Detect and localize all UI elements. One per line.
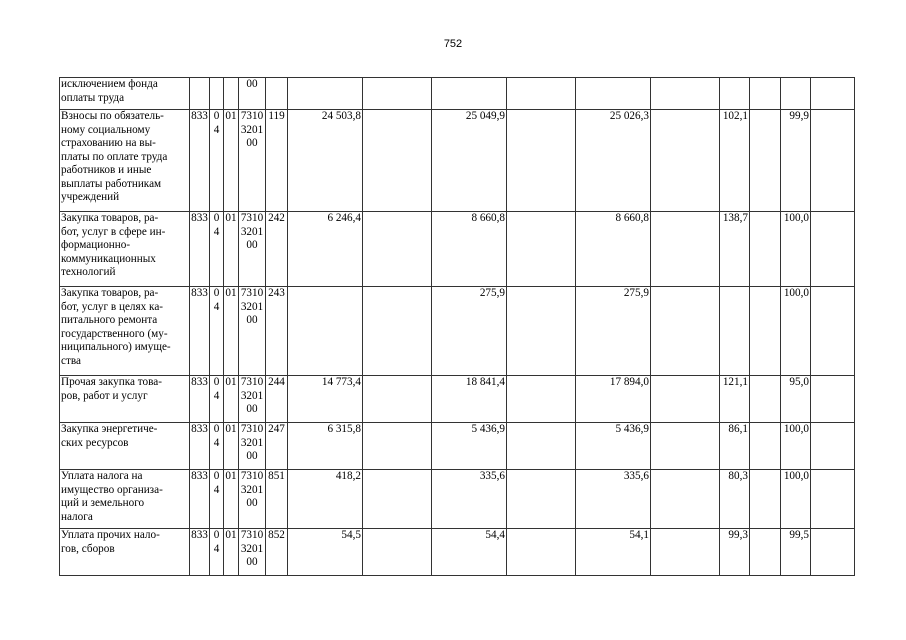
table-row <box>60 78 855 110</box>
cell-gr-text: 833 <box>191 376 208 388</box>
cell-percent-2-text: 100,0 <box>783 423 809 435</box>
cell-rz-text: 04 <box>213 423 220 449</box>
cell-empty-2 <box>811 78 855 110</box>
cell-percent-2 <box>781 110 811 212</box>
cell-rz <box>210 110 224 212</box>
cell-gr <box>190 423 210 470</box>
cell-percent-1 <box>720 78 750 110</box>
row-name <box>60 423 190 470</box>
row-name <box>60 470 190 529</box>
cell-value-2 <box>363 529 432 576</box>
cell-pr <box>224 529 239 576</box>
row-name <box>60 529 190 576</box>
cell-csr-text: 7310 3201 00 <box>240 212 264 251</box>
cell-empty <box>750 376 781 423</box>
cell-pr-text: 01 <box>225 529 237 541</box>
cell-percent-1 <box>720 212 750 287</box>
cell-value-4 <box>507 529 576 576</box>
cell-vr-text: 242 <box>268 212 285 224</box>
cell-value-3-text: 335,6 <box>479 470 505 482</box>
table-row <box>60 212 855 287</box>
page-number: 752 <box>443 38 463 50</box>
cell-rz <box>210 78 224 110</box>
cell-value-5 <box>576 212 651 287</box>
row-name-text: исключением фонда оплаты труда <box>61 78 158 104</box>
cell-gr-text: 833 <box>191 423 208 435</box>
cell-empty <box>750 78 781 110</box>
cell-empty-2 <box>811 287 855 376</box>
cell-csr-text: 7310 3201 00 <box>240 287 264 326</box>
cell-gr-text: 833 <box>191 110 208 122</box>
table-row <box>60 470 855 529</box>
row-name-text: Уплата прочих нало- гов, сборов <box>61 529 160 555</box>
cell-percent-1 <box>720 423 750 470</box>
cell-csr <box>239 529 266 576</box>
cell-value-1 <box>288 78 363 110</box>
cell-rz-text: 04 <box>213 376 220 402</box>
cell-value-3 <box>432 423 507 470</box>
cell-empty <box>750 212 781 287</box>
cell-percent-1-text: 86,1 <box>728 423 748 435</box>
cell-percent-2-text: 99,9 <box>789 110 809 122</box>
cell-percent-2-text: 100,0 <box>783 470 809 482</box>
cell-gr <box>190 287 210 376</box>
cell-rz <box>210 376 224 423</box>
cell-gr-text: 833 <box>191 529 208 541</box>
cell-csr-text: 7310 3201 00 <box>240 470 264 509</box>
cell-value-1 <box>288 470 363 529</box>
cell-rz <box>210 529 224 576</box>
cell-csr-text: 7310 3201 00 <box>240 529 264 568</box>
cell-value-5 <box>576 78 651 110</box>
cell-value-3-text: 18 841,4 <box>465 376 505 388</box>
cell-value-3-text: 54,4 <box>485 529 505 541</box>
cell-csr <box>239 470 266 529</box>
cell-rz <box>210 470 224 529</box>
cell-gr <box>190 110 210 212</box>
cell-empty <box>750 529 781 576</box>
cell-value-6 <box>651 287 720 376</box>
cell-vr <box>266 423 288 470</box>
cell-value-2 <box>363 423 432 470</box>
row-name <box>60 212 190 287</box>
cell-csr <box>239 423 266 470</box>
cell-value-5 <box>576 110 651 212</box>
cell-csr-text: 7310 3201 00 <box>240 110 264 149</box>
cell-value-5-text: 8 660,8 <box>615 212 649 224</box>
cell-value-5 <box>576 470 651 529</box>
cell-value-5 <box>576 423 651 470</box>
row-name-text: Взносы по обязатель- ному социальному страхованию на вы- платы по оплате труда работников и иные выплаты работникам учреждений <box>61 110 168 203</box>
cell-percent-2-text: 95,0 <box>789 376 809 388</box>
cell-percent-1 <box>720 287 750 376</box>
cell-csr <box>239 287 266 376</box>
cell-pr-text: 01 <box>225 376 237 388</box>
cell-percent-2-text: 100,0 <box>783 287 809 299</box>
cell-percent-1-text: 102,1 <box>722 110 748 122</box>
cell-value-3-text: 8 660,8 <box>471 212 505 224</box>
cell-value-3-text: 5 436,9 <box>471 423 505 435</box>
cell-value-2 <box>363 470 432 529</box>
cell-percent-1-text: 138,7 <box>722 212 748 224</box>
cell-vr-text: 244 <box>268 376 285 388</box>
cell-vr-text: 247 <box>268 423 285 435</box>
cell-value-5-text: 17 894,0 <box>609 376 649 388</box>
cell-percent-2 <box>781 376 811 423</box>
cell-value-1-text: 14 773,4 <box>321 376 361 388</box>
cell-percent-1-text: 121,1 <box>722 376 748 388</box>
cell-vr-text: 852 <box>268 529 285 541</box>
cell-pr <box>224 110 239 212</box>
cell-percent-2 <box>781 212 811 287</box>
cell-percent-2-text: 99,5 <box>789 529 809 541</box>
cell-pr-text: 01 <box>225 470 237 482</box>
cell-pr <box>224 376 239 423</box>
cell-value-3-text: 25 049,9 <box>465 110 505 122</box>
cell-pr-text: 01 <box>225 287 237 299</box>
cell-value-1 <box>288 423 363 470</box>
cell-value-5-text: 25 026,3 <box>609 110 649 122</box>
cell-gr-text: 833 <box>191 287 208 299</box>
cell-value-2 <box>363 110 432 212</box>
cell-value-4 <box>507 470 576 529</box>
row-name-text: Закупка энергетиче- ских ресурсов <box>61 423 158 449</box>
cell-value-1-text: 418,2 <box>335 470 361 482</box>
row-name-text: Закупка товаров, ра- бот, услуг в сфере ин- формационно- коммуникационных технологий <box>61 212 166 278</box>
cell-value-4 <box>507 110 576 212</box>
cell-value-3 <box>432 110 507 212</box>
cell-value-5-text: 275,9 <box>623 287 649 299</box>
cell-gr <box>190 470 210 529</box>
cell-vr <box>266 110 288 212</box>
cell-value-1-text: 54,5 <box>341 529 361 541</box>
cell-value-2 <box>363 376 432 423</box>
cell-value-3 <box>432 376 507 423</box>
row-name-text: Уплата налога на имущество организа- ций и земельного налога <box>61 470 163 523</box>
cell-percent-2 <box>781 529 811 576</box>
cell-csr <box>239 78 266 110</box>
row-name <box>60 287 190 376</box>
cell-value-5 <box>576 287 651 376</box>
cell-csr-text: 7310 3201 00 <box>240 423 264 462</box>
cell-empty <box>750 470 781 529</box>
cell-value-3 <box>432 78 507 110</box>
cell-gr-text: 833 <box>191 212 208 224</box>
budget-table <box>59 77 855 576</box>
row-name <box>60 78 190 110</box>
cell-empty <box>750 287 781 376</box>
cell-value-1 <box>288 529 363 576</box>
cell-pr-text: 01 <box>225 110 237 122</box>
cell-empty-2 <box>811 110 855 212</box>
cell-pr-text: 01 <box>225 212 237 224</box>
cell-value-2 <box>363 78 432 110</box>
cell-value-6 <box>651 110 720 212</box>
cell-rz-text: 04 <box>213 287 220 313</box>
cell-gr-text: 833 <box>191 470 208 482</box>
cell-vr-text: 119 <box>268 110 285 122</box>
cell-gr <box>190 529 210 576</box>
cell-value-1 <box>288 212 363 287</box>
cell-value-3 <box>432 212 507 287</box>
cell-vr <box>266 376 288 423</box>
cell-value-4 <box>507 423 576 470</box>
table-row <box>60 376 855 423</box>
cell-empty-2 <box>811 376 855 423</box>
cell-pr-text: 01 <box>225 423 237 435</box>
cell-value-1 <box>288 287 363 376</box>
table-row <box>60 423 855 470</box>
cell-percent-1-text: 99,3 <box>728 529 748 541</box>
cell-percent-1 <box>720 529 750 576</box>
cell-vr <box>266 212 288 287</box>
cell-value-2 <box>363 212 432 287</box>
cell-value-4 <box>507 212 576 287</box>
cell-rz <box>210 287 224 376</box>
cell-percent-1-text: 80,3 <box>728 470 748 482</box>
cell-vr <box>266 287 288 376</box>
cell-percent-1 <box>720 110 750 212</box>
row-name-text: Закупка товаров, ра- бот, услуг в целях ка- питального ремонта государственного (му- ниципального) имуще- ства <box>61 287 171 367</box>
cell-pr <box>224 287 239 376</box>
cell-pr <box>224 423 239 470</box>
cell-gr <box>190 212 210 287</box>
cell-value-6 <box>651 423 720 470</box>
table-row <box>60 287 855 376</box>
cell-rz <box>210 212 224 287</box>
cell-vr <box>266 470 288 529</box>
cell-value-5-text: 335,6 <box>623 470 649 482</box>
cell-vr-text: 851 <box>268 470 285 482</box>
cell-value-1-text: 24 503,8 <box>321 110 361 122</box>
cell-empty-2 <box>811 470 855 529</box>
cell-value-1-text: 6 246,4 <box>327 212 361 224</box>
cell-value-3 <box>432 470 507 529</box>
row-name-text: Прочая закупка това- ров, работ и услуг <box>61 376 162 402</box>
cell-value-1 <box>288 376 363 423</box>
cell-percent-2-text: 100,0 <box>783 212 809 224</box>
cell-value-5 <box>576 529 651 576</box>
cell-value-2 <box>363 287 432 376</box>
cell-value-5 <box>576 376 651 423</box>
cell-pr <box>224 78 239 110</box>
cell-value-4 <box>507 78 576 110</box>
cell-gr <box>190 78 210 110</box>
cell-vr <box>266 78 288 110</box>
cell-value-3 <box>432 529 507 576</box>
cell-rz <box>210 423 224 470</box>
cell-vr-text: 243 <box>268 287 285 299</box>
table-row <box>60 529 855 576</box>
row-name <box>60 376 190 423</box>
cell-percent-2 <box>781 78 811 110</box>
cell-value-1 <box>288 110 363 212</box>
cell-percent-2 <box>781 287 811 376</box>
cell-value-4 <box>507 287 576 376</box>
cell-pr <box>224 470 239 529</box>
cell-vr <box>266 529 288 576</box>
cell-csr <box>239 212 266 287</box>
row-name <box>60 110 190 212</box>
cell-empty <box>750 423 781 470</box>
cell-value-6 <box>651 376 720 423</box>
cell-rz-text: 04 <box>213 529 220 555</box>
cell-value-3 <box>432 287 507 376</box>
cell-value-1-text: 6 315,8 <box>327 423 361 435</box>
cell-gr <box>190 376 210 423</box>
cell-percent-1 <box>720 470 750 529</box>
cell-percent-2 <box>781 470 811 529</box>
cell-empty-2 <box>811 212 855 287</box>
cell-value-6 <box>651 470 720 529</box>
cell-rz-text: 04 <box>213 470 220 496</box>
cell-rz-text: 04 <box>213 212 220 238</box>
cell-percent-1 <box>720 376 750 423</box>
cell-value-4 <box>507 376 576 423</box>
cell-csr-text: 00 <box>246 78 258 90</box>
table-row <box>60 110 855 212</box>
cell-value-5-text: 54,1 <box>629 529 649 541</box>
cell-value-6 <box>651 529 720 576</box>
cell-empty <box>750 110 781 212</box>
cell-value-5-text: 5 436,9 <box>615 423 649 435</box>
cell-empty-2 <box>811 423 855 470</box>
cell-pr <box>224 212 239 287</box>
cell-csr <box>239 376 266 423</box>
cell-percent-2 <box>781 423 811 470</box>
cell-value-3-text: 275,9 <box>479 287 505 299</box>
cell-rz-text: 04 <box>213 110 220 136</box>
cell-value-6 <box>651 212 720 287</box>
cell-empty-2 <box>811 529 855 576</box>
cell-csr <box>239 110 266 212</box>
cell-value-6 <box>651 78 720 110</box>
cell-csr-text: 7310 3201 00 <box>240 376 264 415</box>
